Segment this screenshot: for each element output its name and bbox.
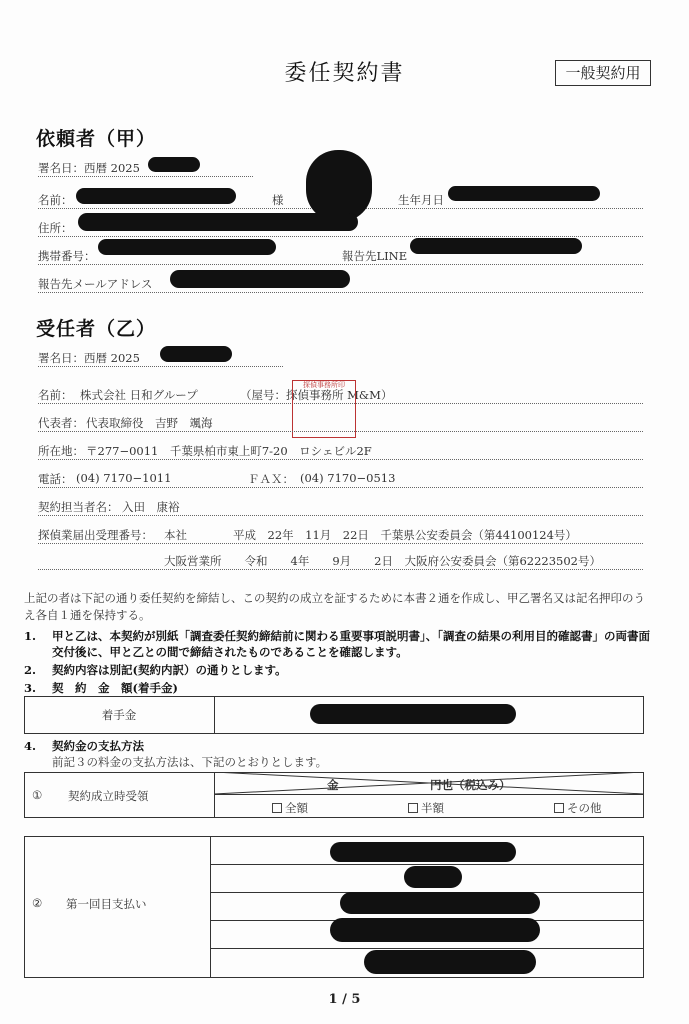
retainer-label: 着手金	[101, 708, 137, 722]
redaction	[310, 704, 516, 724]
dotted-rule	[38, 569, 643, 570]
client-phone-label: 携帯番号：	[38, 249, 96, 263]
redaction	[330, 842, 516, 862]
dotted-rule	[38, 264, 643, 265]
agent-license-osaka: 大阪営業所 令和 4年 9月 2日 大阪府公安委員会（第62223502号）	[164, 554, 601, 568]
dotted-rule	[38, 487, 643, 488]
redaction	[340, 892, 540, 914]
client-sign-year: 2025	[110, 161, 140, 175]
payment-1-number: ①	[32, 788, 43, 802]
section-4-number: 4.	[24, 739, 37, 753]
dotted-rule	[38, 236, 643, 237]
section-4-heading: 契約金の支払方法	[52, 739, 144, 753]
redaction	[330, 918, 540, 942]
intro-paragraph: 上記の者は下記の通り委任契約を締結し、この契約の成立を証するために本書２通を作成し、甲乙署名又は記名押印のうえ各自１通を保持する。	[24, 591, 645, 622]
agent-company-name: 株式会社 日和グループ	[80, 388, 198, 402]
dotted-rule	[38, 543, 643, 544]
redaction	[160, 346, 232, 362]
agent-license-label: 探偵業届出受理番号：	[38, 528, 153, 542]
item-1-text: 甲と乙は、本契約が別紙「調査委任契約締結前に関わる重要事項説明書」、「調査の結果の利用目的確認書」の両書面交付後に、甲と乙との間で締結されたものであることを確認します。	[52, 629, 650, 659]
dotted-rule	[38, 431, 643, 432]
agent-tel-value: (04) 7170−1011	[76, 471, 172, 485]
item-1-number: 1.	[24, 629, 37, 643]
redaction	[76, 188, 236, 204]
dotted-rule	[38, 366, 283, 367]
item-2-number: 2.	[24, 663, 37, 677]
dotted-rule	[38, 515, 643, 516]
payment-1-label: 契約成立時受領	[68, 789, 149, 803]
checkbox-icon	[554, 803, 564, 813]
client-birth-label: 生年月日	[398, 193, 444, 207]
dotted-rule	[38, 176, 253, 177]
agent-name-label: 名前：	[38, 388, 73, 402]
client-line-label: 報告先LINE	[342, 249, 408, 263]
agent-rep-label: 代表者：	[38, 416, 84, 430]
section-4-subtext: 前記３の料金の支払方法は、下記のとおりとします。	[52, 755, 328, 769]
redaction	[306, 150, 372, 222]
item-2-text: 契約内容は別記(契約内訳）の通りとします。	[52, 663, 287, 677]
table-divider	[214, 696, 215, 734]
redaction	[404, 866, 462, 888]
company-seal: 探偵事務所印	[292, 380, 356, 438]
client-heading: 依頼者（甲）	[36, 128, 157, 150]
agent-heading: 受任者（乙）	[36, 318, 157, 340]
option-half-checkbox[interactable]: 半額	[408, 800, 444, 816]
option-other-checkbox[interactable]: その他	[554, 800, 602, 816]
redaction	[364, 950, 536, 974]
dotted-rule	[38, 292, 643, 293]
option-full-checkbox[interactable]: 全額	[272, 800, 308, 816]
table-divider	[210, 948, 644, 949]
agent-address-value: 〒277−0011 千葉県柏市東上町7-20 ロシェビル2F	[86, 444, 372, 458]
client-honorific: 様	[272, 193, 284, 207]
agent-fax-label: ＦＡＸ：	[248, 472, 294, 486]
agent-sign-year: 2025	[110, 351, 140, 365]
agent-address-label: 所在地：	[38, 444, 84, 458]
item-3-text: 契 約 金 額(着手金)	[52, 681, 178, 695]
dotted-rule	[38, 459, 643, 460]
document-title: 委任契約書	[284, 61, 405, 86]
agent-contact-label: 契約担当者名：	[38, 500, 119, 514]
client-name-label: 名前：	[38, 193, 73, 207]
client-sign-date-label: 署名日：西暦 2025	[38, 161, 140, 175]
client-address-label: 住所：	[38, 221, 73, 235]
payment-2-label: 第一回目支払い	[66, 897, 147, 911]
contract-type-badge: 一般契約用	[555, 60, 651, 86]
amount-kin: 金	[327, 778, 339, 792]
table-divider	[210, 864, 644, 865]
item-3-number: 3.	[24, 681, 37, 695]
redaction	[98, 239, 276, 255]
checkbox-icon	[272, 803, 282, 813]
checkbox-icon	[408, 803, 418, 813]
agent-fax-value: (04) 7170−0513	[300, 471, 396, 485]
agent-rep-value: 代表取締役 吉野 颯海	[86, 416, 213, 430]
amount-yen-suffix: 円也（税込み）	[430, 778, 511, 792]
agent-tel-label: 電話：	[38, 472, 73, 486]
redaction	[170, 270, 350, 288]
table-divider	[210, 836, 211, 978]
payment-2-number: ②	[32, 896, 43, 910]
agent-sign-date-label: 署名日：西暦 2025	[38, 351, 140, 365]
redaction	[148, 157, 200, 172]
agent-license-hq: 本社 平成 22年 11月 22日 千葉県公安委員会（第44100124号）	[164, 528, 577, 542]
table-divider	[214, 794, 644, 795]
agent-contact-value: 入田 康裕	[122, 500, 180, 514]
strike-through-lines	[214, 772, 644, 794]
client-email-label: 報告先メールアドレス	[38, 277, 153, 291]
redaction	[448, 186, 600, 201]
redaction	[410, 238, 582, 254]
redaction	[78, 213, 358, 231]
agent-trade-name: （屋号：探偵事務所 M&M）	[240, 388, 393, 402]
page-number: 1 / 5	[328, 992, 361, 1007]
